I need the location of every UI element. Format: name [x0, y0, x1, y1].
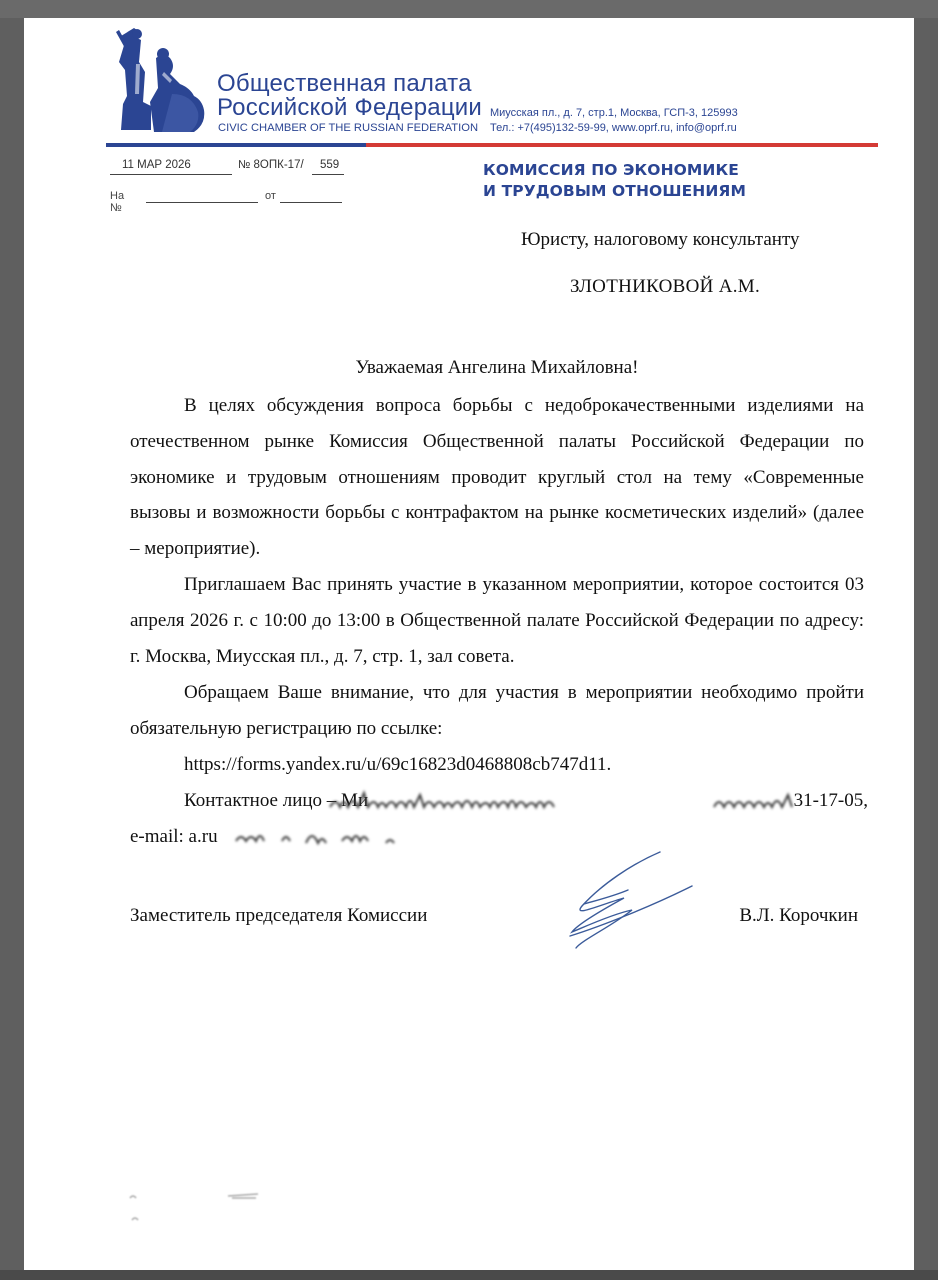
registration-date: 11 МАР 2026 [122, 159, 191, 171]
org-address: Миусская пл., д. 7, стр.1, Москва, ГСП-3, 125993 [490, 107, 738, 119]
body-paragraph-3: Обращаем Ваше внимание, что для участия в мероприятии необходимо пройти обязательную регистрацию по ссылке: [130, 682, 864, 739]
reference-date-blank [280, 202, 342, 203]
redacted-contact-name [328, 783, 664, 819]
registration-number-value: 559 [320, 159, 340, 171]
letter-page [24, 18, 914, 1270]
redacted-contact-phone [712, 783, 804, 819]
commission-title-line2: И ТРУДОВЫМ ОТНОШЕНИЯМ [483, 182, 746, 200]
photo-frame-top [0, 0, 938, 18]
body-paragraph-1: В целях обсуждения вопроса борьбы с недоброкачественными изделиями на отечественном рынке Комиссия Общественной палаты Российской Федерации по экономике и трудовым отношениям проводит круглый стол на тему «Современные вызовы и возможности борьбы с контрафактом на рынке косметических изделий» (далее – мероприятие). [130, 395, 864, 560]
header-rule-blue [106, 143, 366, 147]
contact-person-line [184, 783, 868, 819]
contact-phone-tail: 31-17-05, [793, 790, 868, 811]
registration-link[interactable]: https://forms.yandex.ru/u/69c16823d0468808cb747d11. [184, 754, 612, 775]
addressee-position: Юристу, налоговому консультанту [521, 229, 800, 250]
registration-date-underline [110, 174, 232, 175]
reference-number-label: На № [110, 190, 125, 214]
commission-title-line1: КОМИССИЯ ПО ЭКОНОМИКЕ [483, 161, 739, 179]
contact-email-label: e-mail: a.ru [130, 826, 218, 847]
registration-number-underline [312, 174, 344, 175]
salutation: Уважаемая Ангелина Михайловна! [355, 357, 639, 378]
org-contacts: Тел.: +7(495)132-59-99, www.oprf.ru, info@oprf.ru [490, 122, 737, 134]
contact-person-label: Контактное лицо – Ми [184, 790, 369, 811]
org-name-ru-line2: Российской Федерации [217, 94, 482, 121]
minin-pozharsky-emblem-icon [106, 24, 216, 136]
photo-frame-bottom [0, 1270, 938, 1280]
reference-date-label: от [265, 190, 276, 202]
signatory-name: В.Л. Корочкин [739, 905, 858, 926]
header-rule-red [366, 143, 878, 147]
redacted-email [216, 819, 416, 855]
registration-number-label: № 8ОПК-17/ [238, 159, 304, 171]
body-paragraph-2: Приглашаем Вас принять участие в указанном мероприятии, которое состоится 03 апреля 2026 г. с 10:00 до 13:00 в Общественной палате Российской Федерации по адресу: г. Москва, Миусская пл., д. 7, стр. 1, зал совета. [130, 574, 864, 667]
reference-number-blank [146, 202, 258, 203]
addressee-name: ЗЛОТНИКОВОЙ А.М. [570, 276, 761, 297]
org-name-ru-line1: Общественная палата [217, 70, 472, 97]
contact-email-line [130, 819, 530, 855]
handwritten-signature [542, 844, 702, 954]
signatory-role: Заместитель председателя Комиссии [130, 905, 428, 926]
redacted-footer [128, 1186, 278, 1226]
org-name-en: CIVIC CHAMBER OF THE RUSSIAN FEDERATION [218, 122, 479, 134]
